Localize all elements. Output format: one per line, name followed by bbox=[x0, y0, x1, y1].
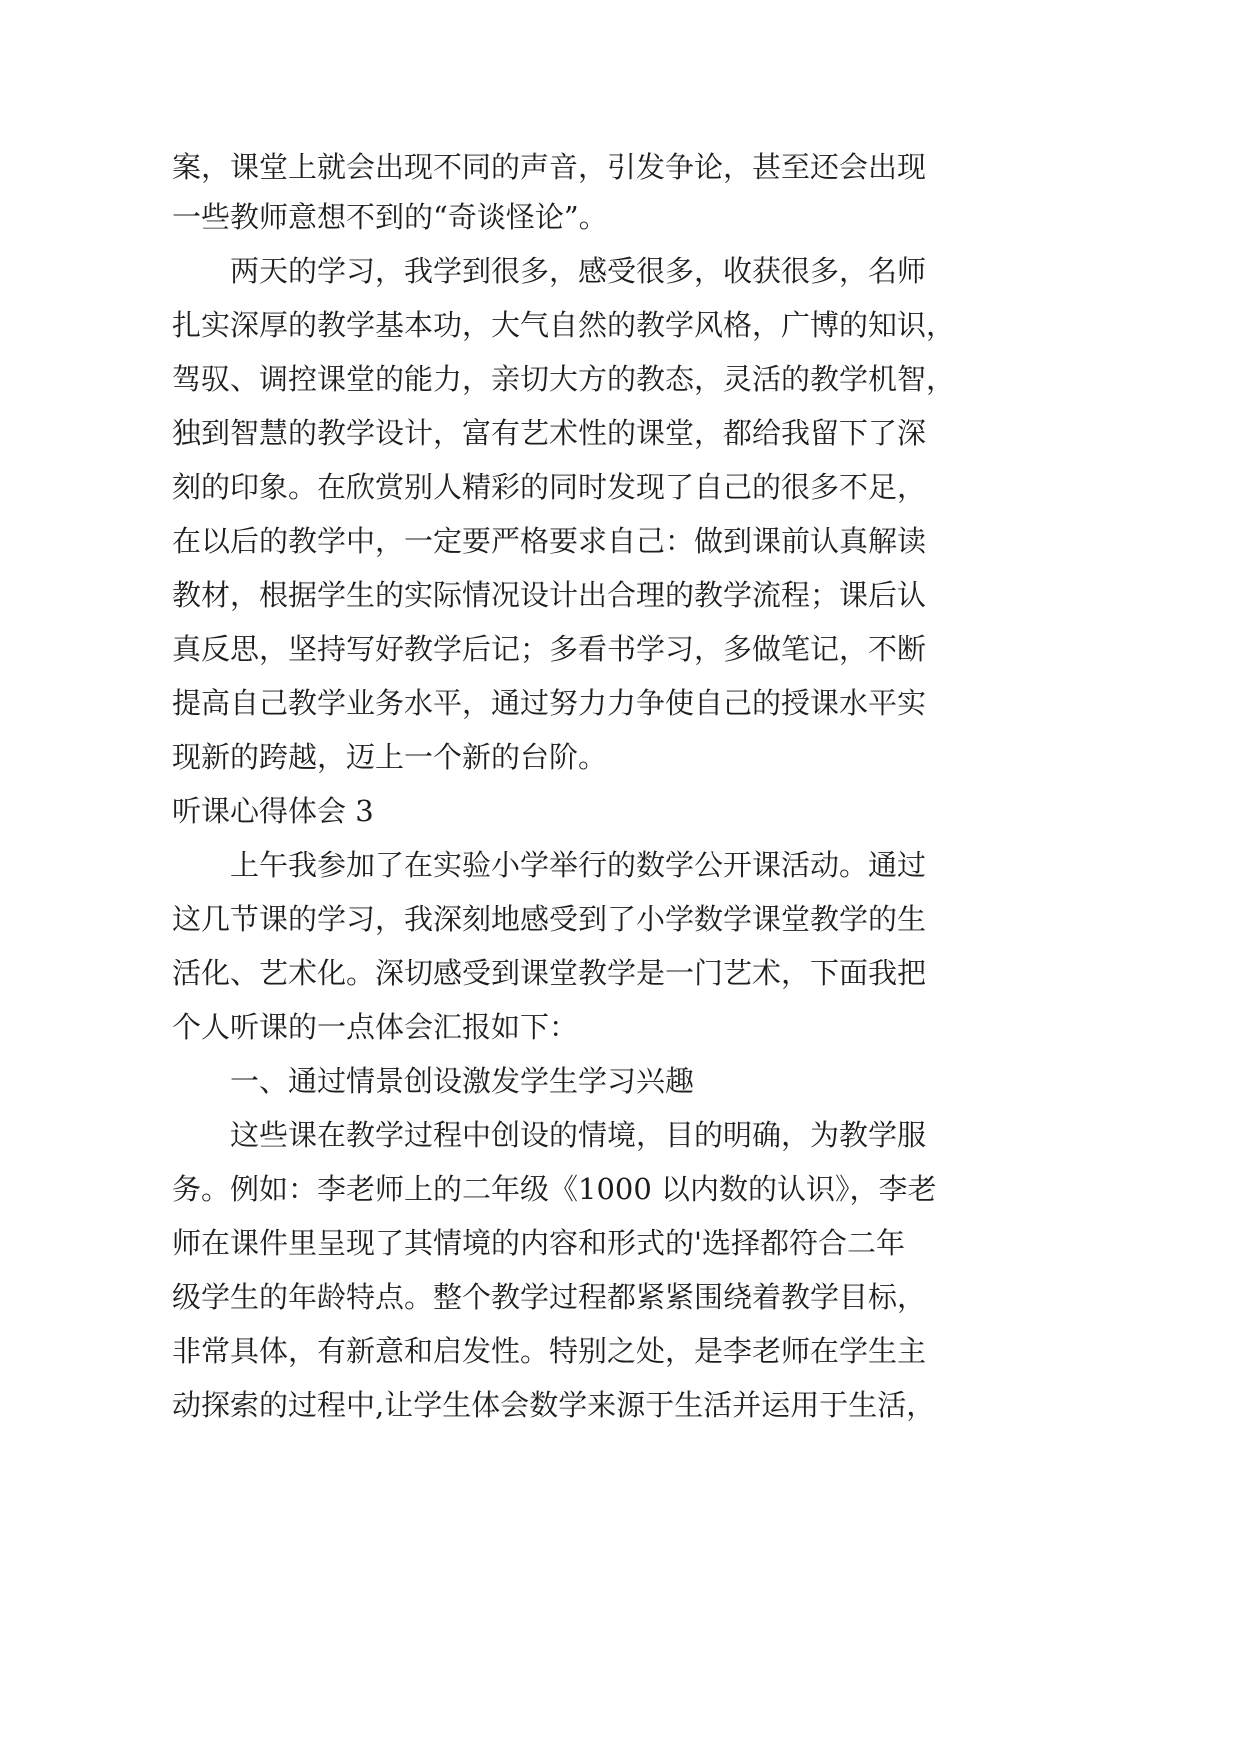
section-heading: 听课心得体会 3 bbox=[172, 794, 374, 828]
paragraph-line: 级学生的年龄特点。整个教学过程都紧紧围绕着教学目标， bbox=[172, 1280, 927, 1314]
paragraph-line: 真反思，坚持写好教学后记；多看书学习，多做笔记，不断 bbox=[172, 632, 927, 666]
paragraph-line: 活化、艺术化。深切感受到课堂教学是一门艺术，下面我把 bbox=[172, 956, 927, 990]
paragraph-line: 现新的跨越，迈上一个新的台阶。 bbox=[172, 740, 608, 774]
paragraph-line: 务。例如：李老师上的二年级《1000 以内数的认识》，李老 bbox=[172, 1172, 937, 1206]
subsection-heading: 一、通过情景创设激发学生学习兴趣 bbox=[230, 1064, 695, 1098]
paragraph-line: 师在课件里呈现了其情境的内容和形式的'选择都符合二年 bbox=[172, 1226, 905, 1260]
paragraph-line: 动探索的过程中,让学生体会数学来源于生活并运用于生活， bbox=[172, 1388, 936, 1422]
paragraph-line: 上午我参加了在实验小学举行的数学公开课活动。通过 bbox=[230, 848, 927, 882]
paragraph-line: 案，课堂上就会出现不同的声音，引发争论，甚至还会出现 bbox=[172, 150, 927, 184]
paragraph-line: 驾驭、调控课堂的能力，亲切大方的教态，灵活的教学机智， bbox=[172, 362, 956, 396]
paragraph-line: 教材，根据学生的实际情况设计出合理的教学流程；课后认 bbox=[172, 578, 927, 612]
paragraph-line: 非常具体，有新意和启发性。特别之处，是李老师在学生主 bbox=[172, 1334, 927, 1368]
paragraph-line: 这些课在教学过程中创设的情境，目的明确，为教学服 bbox=[230, 1118, 927, 1152]
paragraph-line: 独到智慧的教学设计，富有艺术性的课堂，都给我留下了深 bbox=[172, 416, 927, 450]
paragraph-line: 扎实深厚的教学基本功，大气自然的教学风格，广博的知识， bbox=[172, 308, 956, 342]
paragraph-line: 这几节课的学习，我深刻地感受到了小学数学课堂教学的生 bbox=[172, 902, 927, 936]
paragraph-line: 一些教师意想不到的“奇谈怪论”。 bbox=[172, 200, 608, 234]
paragraph-line: 个人听课的一点体会汇报如下： bbox=[172, 1010, 579, 1044]
paragraph-line: 在以后的教学中，一定要严格要求自己：做到课前认真解读 bbox=[172, 524, 927, 558]
paragraph-line: 刻的印象。在欣赏别人精彩的同时发现了自己的很多不足， bbox=[172, 470, 927, 504]
paragraph-line: 提高自己教学业务水平，通过努力力争使自己的授课水平实 bbox=[172, 686, 927, 720]
paragraph-line: 两天的学习，我学到很多，感受很多，收获很多，名师 bbox=[230, 254, 927, 288]
